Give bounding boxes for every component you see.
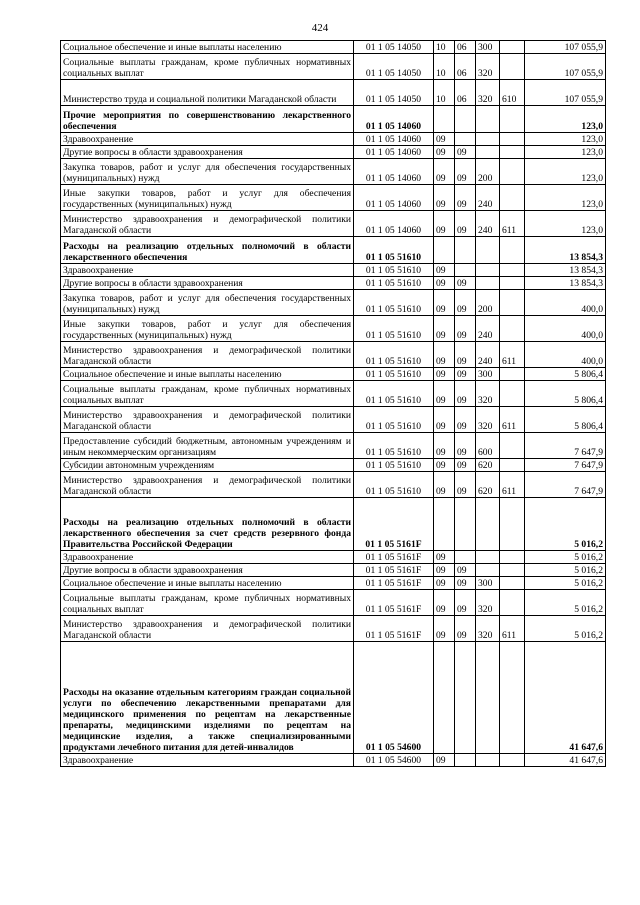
table-row bbox=[61, 264, 606, 277]
row-expense-type-cell bbox=[476, 237, 500, 264]
row-section-cell: 09 bbox=[434, 459, 455, 472]
table-row bbox=[61, 290, 606, 316]
row-subsection-cell: 09 bbox=[455, 472, 476, 498]
row-name-cell: Министерство труда и социальной политики Магаданской области bbox=[61, 80, 354, 106]
table-row bbox=[61, 277, 606, 290]
row-amount-cell: 400,0 bbox=[525, 316, 606, 342]
row-subsection-cell bbox=[455, 642, 476, 754]
row-subsection-cell: 09 bbox=[455, 368, 476, 381]
table-row bbox=[61, 564, 606, 577]
row-amount-cell: 123,0 bbox=[525, 159, 606, 185]
row-subsection-cell bbox=[455, 133, 476, 146]
row-name-cell: Расходы на реализацию отдельных полномочий в области лекарственного обеспечения bbox=[61, 237, 354, 264]
table-row bbox=[61, 498, 606, 551]
page-number: 424 bbox=[311, 22, 329, 34]
row-name-cell: Министерство здравоохранения и демографической политики Магаданской области bbox=[61, 342, 354, 368]
row-name-cell: Министерство здравоохранения и демографической политики Магаданской области bbox=[61, 616, 354, 642]
row-expense-type-cell: 320 bbox=[476, 616, 500, 642]
row-amount-cell: 41 647,6 bbox=[525, 754, 606, 767]
table-row bbox=[61, 577, 606, 590]
row-amount-cell: 107 055,9 bbox=[525, 41, 606, 54]
row-subsection-cell: 09 bbox=[455, 433, 476, 459]
row-name-cell: Субсидии автономным учреждениям bbox=[61, 459, 354, 472]
row-amount-cell: 107 055,9 bbox=[525, 80, 606, 106]
row-code-cell: 01 1 05 51610 bbox=[354, 316, 434, 342]
row-ministry-cell: 611 bbox=[500, 342, 525, 368]
row-code-cell: 01 1 05 54600 bbox=[354, 642, 434, 754]
row-expense-type-cell bbox=[476, 277, 500, 290]
row-subsection-cell: 06 bbox=[455, 41, 476, 54]
row-subsection-cell bbox=[455, 264, 476, 277]
row-section-cell: 09 bbox=[434, 316, 455, 342]
row-amount-cell: 5 806,4 bbox=[525, 368, 606, 381]
table-row bbox=[61, 133, 606, 146]
row-section-cell: 09 bbox=[434, 433, 455, 459]
row-code-cell: 01 1 05 14050 bbox=[354, 54, 434, 80]
table-row bbox=[61, 381, 606, 407]
row-section-cell: 09 bbox=[434, 616, 455, 642]
row-amount-cell: 5 016,2 bbox=[525, 551, 606, 564]
row-expense-type-cell: 200 bbox=[476, 290, 500, 316]
row-section-cell: 09 bbox=[434, 211, 455, 237]
row-ministry-cell bbox=[500, 290, 525, 316]
row-section-cell: 10 bbox=[434, 41, 455, 54]
row-ministry-cell bbox=[500, 498, 525, 551]
row-expense-type-cell: 620 bbox=[476, 472, 500, 498]
row-expense-type-cell bbox=[476, 133, 500, 146]
table-row bbox=[61, 159, 606, 185]
table-row bbox=[61, 80, 606, 106]
row-amount-cell: 5 016,2 bbox=[525, 590, 606, 616]
row-ministry-cell bbox=[500, 433, 525, 459]
row-amount-cell: 123,0 bbox=[525, 106, 606, 133]
row-ministry-cell bbox=[500, 277, 525, 290]
row-name-cell: Другие вопросы в области здравоохранения bbox=[61, 564, 354, 577]
table-row bbox=[61, 472, 606, 498]
table-row bbox=[61, 146, 606, 159]
row-ministry-cell bbox=[500, 159, 525, 185]
table-row bbox=[61, 368, 606, 381]
row-code-cell: 01 1 05 14060 bbox=[354, 185, 434, 211]
row-ministry-cell: 611 bbox=[500, 616, 525, 642]
row-amount-cell: 5 016,2 bbox=[525, 616, 606, 642]
row-name-cell: Социальное обеспечение и иные выплаты населению bbox=[61, 368, 354, 381]
row-amount-cell: 123,0 bbox=[525, 146, 606, 159]
table-row bbox=[61, 642, 606, 754]
row-amount-cell: 5 016,2 bbox=[525, 564, 606, 577]
row-section-cell: 10 bbox=[434, 54, 455, 80]
row-subsection-cell: 09 bbox=[455, 211, 476, 237]
row-ministry-cell: 611 bbox=[500, 211, 525, 237]
row-amount-cell: 7 647,9 bbox=[525, 433, 606, 459]
row-expense-type-cell: 300 bbox=[476, 577, 500, 590]
row-section-cell: 09 bbox=[434, 290, 455, 316]
row-ministry-cell bbox=[500, 316, 525, 342]
row-subsection-cell: 09 bbox=[455, 146, 476, 159]
row-expense-type-cell: 320 bbox=[476, 54, 500, 80]
row-code-cell: 01 1 05 14060 bbox=[354, 211, 434, 237]
row-ministry-cell bbox=[500, 146, 525, 159]
table-row bbox=[61, 754, 606, 767]
row-section-cell: 09 bbox=[434, 381, 455, 407]
row-amount-cell: 5 016,2 bbox=[525, 498, 606, 551]
table-row bbox=[61, 459, 606, 472]
row-code-cell: 01 1 05 14060 bbox=[354, 146, 434, 159]
row-ministry-cell: 611 bbox=[500, 472, 525, 498]
table-row bbox=[61, 211, 606, 237]
row-section-cell: 09 bbox=[434, 146, 455, 159]
row-ministry-cell bbox=[500, 577, 525, 590]
row-code-cell: 01 1 05 51610 bbox=[354, 368, 434, 381]
row-section-cell: 09 bbox=[434, 277, 455, 290]
row-ministry-cell bbox=[500, 564, 525, 577]
row-expense-type-cell: 300 bbox=[476, 41, 500, 54]
row-amount-cell: 5 806,4 bbox=[525, 381, 606, 407]
row-code-cell: 01 1 05 51610 bbox=[354, 407, 434, 433]
row-ministry-cell bbox=[500, 185, 525, 211]
row-name-cell: Здравоохранение bbox=[61, 754, 354, 767]
row-code-cell: 01 1 05 14050 bbox=[354, 41, 434, 54]
row-amount-cell: 123,0 bbox=[525, 133, 606, 146]
row-section-cell: 09 bbox=[434, 159, 455, 185]
row-subsection-cell: 06 bbox=[455, 80, 476, 106]
row-amount-cell: 5 016,2 bbox=[525, 577, 606, 590]
row-subsection-cell: 09 bbox=[455, 407, 476, 433]
table-row bbox=[61, 551, 606, 564]
row-expense-type-cell: 320 bbox=[476, 407, 500, 433]
row-section-cell: 10 bbox=[434, 80, 455, 106]
row-code-cell: 01 1 05 14060 bbox=[354, 133, 434, 146]
row-ministry-cell bbox=[500, 459, 525, 472]
row-subsection-cell: 09 bbox=[455, 381, 476, 407]
row-section-cell: 09 bbox=[434, 133, 455, 146]
row-expense-type-cell: 200 bbox=[476, 159, 500, 185]
row-expense-type-cell: 320 bbox=[476, 80, 500, 106]
row-code-cell: 01 1 05 5161F bbox=[354, 564, 434, 577]
row-expense-type-cell bbox=[476, 642, 500, 754]
row-expense-type-cell bbox=[476, 564, 500, 577]
budget-table bbox=[60, 40, 606, 767]
table-row bbox=[61, 185, 606, 211]
row-code-cell: 01 1 05 54600 bbox=[354, 754, 434, 767]
row-expense-type-cell bbox=[476, 264, 500, 277]
row-expense-type-cell: 600 bbox=[476, 433, 500, 459]
row-name-cell: Другие вопросы в области здравоохранения bbox=[61, 277, 354, 290]
row-amount-cell: 7 647,9 bbox=[525, 459, 606, 472]
row-code-cell: 01 1 05 51610 bbox=[354, 342, 434, 368]
row-ministry-cell bbox=[500, 368, 525, 381]
row-ministry-cell: 610 bbox=[500, 80, 525, 106]
row-subsection-cell: 06 bbox=[455, 54, 476, 80]
row-expense-type-cell: 240 bbox=[476, 185, 500, 211]
row-name-cell: Социальные выплаты гражданам, кроме публичных нормативных социальных выплат bbox=[61, 54, 354, 80]
row-ministry-cell bbox=[500, 590, 525, 616]
row-code-cell: 01 1 05 51610 bbox=[354, 459, 434, 472]
row-subsection-cell: 09 bbox=[455, 316, 476, 342]
table-row bbox=[61, 237, 606, 264]
row-name-cell: Министерство здравоохранения и демографической политики Магаданской области bbox=[61, 472, 354, 498]
row-subsection-cell: 09 bbox=[455, 185, 476, 211]
row-name-cell: Предоставление субсидий бюджетным, автономным учреждениям и иным некоммерческим организациям bbox=[61, 433, 354, 459]
row-ministry-cell bbox=[500, 41, 525, 54]
row-amount-cell: 13 854,3 bbox=[525, 264, 606, 277]
table-row bbox=[61, 616, 606, 642]
row-expense-type-cell: 300 bbox=[476, 368, 500, 381]
row-section-cell bbox=[434, 498, 455, 551]
row-amount-cell: 400,0 bbox=[525, 290, 606, 316]
row-subsection-cell bbox=[455, 498, 476, 551]
row-subsection-cell: 09 bbox=[455, 577, 476, 590]
row-ministry-cell bbox=[500, 106, 525, 133]
row-expense-type-cell: 320 bbox=[476, 381, 500, 407]
table-row bbox=[61, 433, 606, 459]
row-subsection-cell: 09 bbox=[455, 590, 476, 616]
row-name-cell: Закупка товаров, работ и услуг для обеспечения государственных (муниципальных) нужд bbox=[61, 159, 354, 185]
row-section-cell: 09 bbox=[434, 472, 455, 498]
row-ministry-cell bbox=[500, 642, 525, 754]
row-section-cell: 09 bbox=[434, 590, 455, 616]
row-amount-cell: 41 647,6 bbox=[525, 642, 606, 754]
row-section-cell bbox=[434, 642, 455, 754]
row-ministry-cell bbox=[500, 54, 525, 80]
row-section-cell: 09 bbox=[434, 342, 455, 368]
row-expense-type-cell: 240 bbox=[476, 316, 500, 342]
row-section-cell: 09 bbox=[434, 407, 455, 433]
row-ministry-cell bbox=[500, 754, 525, 767]
row-section-cell: 09 bbox=[434, 264, 455, 277]
row-subsection-cell: 09 bbox=[455, 159, 476, 185]
row-amount-cell: 123,0 bbox=[525, 211, 606, 237]
row-code-cell: 01 1 05 51610 bbox=[354, 290, 434, 316]
row-name-cell: Социальные выплаты гражданам, кроме публичных нормативных социальных выплат bbox=[61, 590, 354, 616]
row-amount-cell: 7 647,9 bbox=[525, 472, 606, 498]
table-row bbox=[61, 316, 606, 342]
row-code-cell: 01 1 05 5161F bbox=[354, 551, 434, 564]
row-code-cell: 01 1 05 14060 bbox=[354, 106, 434, 133]
row-name-cell: Здравоохранение bbox=[61, 133, 354, 146]
table-row bbox=[61, 41, 606, 54]
row-expense-type-cell: 320 bbox=[476, 590, 500, 616]
row-ministry-cell bbox=[500, 551, 525, 564]
row-name-cell: Министерство здравоохранения и демографической политики Магаданской области bbox=[61, 407, 354, 433]
row-section-cell bbox=[434, 106, 455, 133]
row-expense-type-cell: 240 bbox=[476, 342, 500, 368]
row-expense-type-cell bbox=[476, 146, 500, 159]
row-name-cell: Другие вопросы в области здравоохранения bbox=[61, 146, 354, 159]
row-section-cell: 09 bbox=[434, 185, 455, 211]
row-subsection-cell: 09 bbox=[455, 277, 476, 290]
row-ministry-cell: 611 bbox=[500, 407, 525, 433]
row-name-cell: Социальное обеспечение и иные выплаты населению bbox=[61, 41, 354, 54]
row-amount-cell: 107 055,9 bbox=[525, 54, 606, 80]
row-subsection-cell bbox=[455, 551, 476, 564]
row-code-cell: 01 1 05 14050 bbox=[354, 80, 434, 106]
row-subsection-cell bbox=[455, 754, 476, 767]
row-name-cell: Прочие мероприятия по совершенствованию лекарственного обеспечения bbox=[61, 106, 354, 133]
row-subsection-cell: 09 bbox=[455, 290, 476, 316]
row-name-cell: Социальное обеспечение и иные выплаты населению bbox=[61, 577, 354, 590]
row-section-cell bbox=[434, 237, 455, 264]
row-ministry-cell bbox=[500, 264, 525, 277]
row-amount-cell: 13 854,3 bbox=[525, 277, 606, 290]
row-expense-type-cell bbox=[476, 106, 500, 133]
row-amount-cell: 5 806,4 bbox=[525, 407, 606, 433]
table-row bbox=[61, 54, 606, 80]
table-row bbox=[61, 407, 606, 433]
row-ministry-cell bbox=[500, 133, 525, 146]
row-code-cell: 01 1 05 5161F bbox=[354, 616, 434, 642]
table-body bbox=[61, 41, 606, 767]
row-name-cell: Социальные выплаты гражданам, кроме публичных нормативных социальных выплат bbox=[61, 381, 354, 407]
row-code-cell: 01 1 05 51610 bbox=[354, 277, 434, 290]
row-expense-type-cell bbox=[476, 498, 500, 551]
row-code-cell: 01 1 05 14060 bbox=[354, 159, 434, 185]
row-name-cell: Здравоохранение bbox=[61, 264, 354, 277]
row-subsection-cell: 09 bbox=[455, 564, 476, 577]
row-name-cell: Иные закупки товаров, работ и услуг для обеспечения государственных (муниципальных) нужд bbox=[61, 316, 354, 342]
table-row bbox=[61, 342, 606, 368]
row-expense-type-cell: 240 bbox=[476, 211, 500, 237]
row-name-cell: Расходы на реализацию отдельных полномочий в области лекарственного обеспечения за счет средств резервного фонда Правительства Российской Федерации bbox=[61, 498, 354, 551]
row-name-cell: Министерство здравоохранения и демографической политики Магаданской области bbox=[61, 211, 354, 237]
table-row bbox=[61, 106, 606, 133]
row-code-cell: 01 1 05 5161F bbox=[354, 590, 434, 616]
row-amount-cell: 400,0 bbox=[525, 342, 606, 368]
row-subsection-cell: 09 bbox=[455, 459, 476, 472]
row-ministry-cell bbox=[500, 381, 525, 407]
row-section-cell: 09 bbox=[434, 551, 455, 564]
row-subsection-cell bbox=[455, 237, 476, 264]
row-amount-cell: 123,0 bbox=[525, 185, 606, 211]
row-name-cell: Иные закупки товаров, работ и услуг для обеспечения государственных (муниципальных) нужд bbox=[61, 185, 354, 211]
row-expense-type-cell bbox=[476, 551, 500, 564]
row-subsection-cell: 09 bbox=[455, 616, 476, 642]
row-ministry-cell bbox=[500, 237, 525, 264]
row-section-cell: 09 bbox=[434, 577, 455, 590]
row-code-cell: 01 1 05 5161F bbox=[354, 498, 434, 551]
row-section-cell: 09 bbox=[434, 564, 455, 577]
row-section-cell: 09 bbox=[434, 368, 455, 381]
table-row bbox=[61, 590, 606, 616]
row-section-cell: 09 bbox=[434, 754, 455, 767]
row-name-cell: Расходы на оказание отдельным категориям граждан социальной услуги по обеспечению лекарственными препаратами для медицинского применения по рецептам на лекарственные препараты, медицинскими изделиями по рецептам на медицинские изделия, а также специализированными продуктами лечебного питания для детей-инвалидов bbox=[61, 642, 354, 754]
row-code-cell: 01 1 05 5161F bbox=[354, 577, 434, 590]
row-name-cell: Здравоохранение bbox=[61, 551, 354, 564]
row-expense-type-cell: 620 bbox=[476, 459, 500, 472]
row-amount-cell: 13 854,3 bbox=[525, 237, 606, 264]
row-subsection-cell: 09 bbox=[455, 342, 476, 368]
row-code-cell: 01 1 05 51610 bbox=[354, 237, 434, 264]
row-name-cell: Закупка товаров, работ и услуг для обеспечения государственных (муниципальных) нужд bbox=[61, 290, 354, 316]
row-expense-type-cell bbox=[476, 754, 500, 767]
row-code-cell: 01 1 05 51610 bbox=[354, 433, 434, 459]
row-subsection-cell bbox=[455, 106, 476, 133]
row-code-cell: 01 1 05 51610 bbox=[354, 472, 434, 498]
row-code-cell: 01 1 05 51610 bbox=[354, 264, 434, 277]
row-code-cell: 01 1 05 51610 bbox=[354, 381, 434, 407]
